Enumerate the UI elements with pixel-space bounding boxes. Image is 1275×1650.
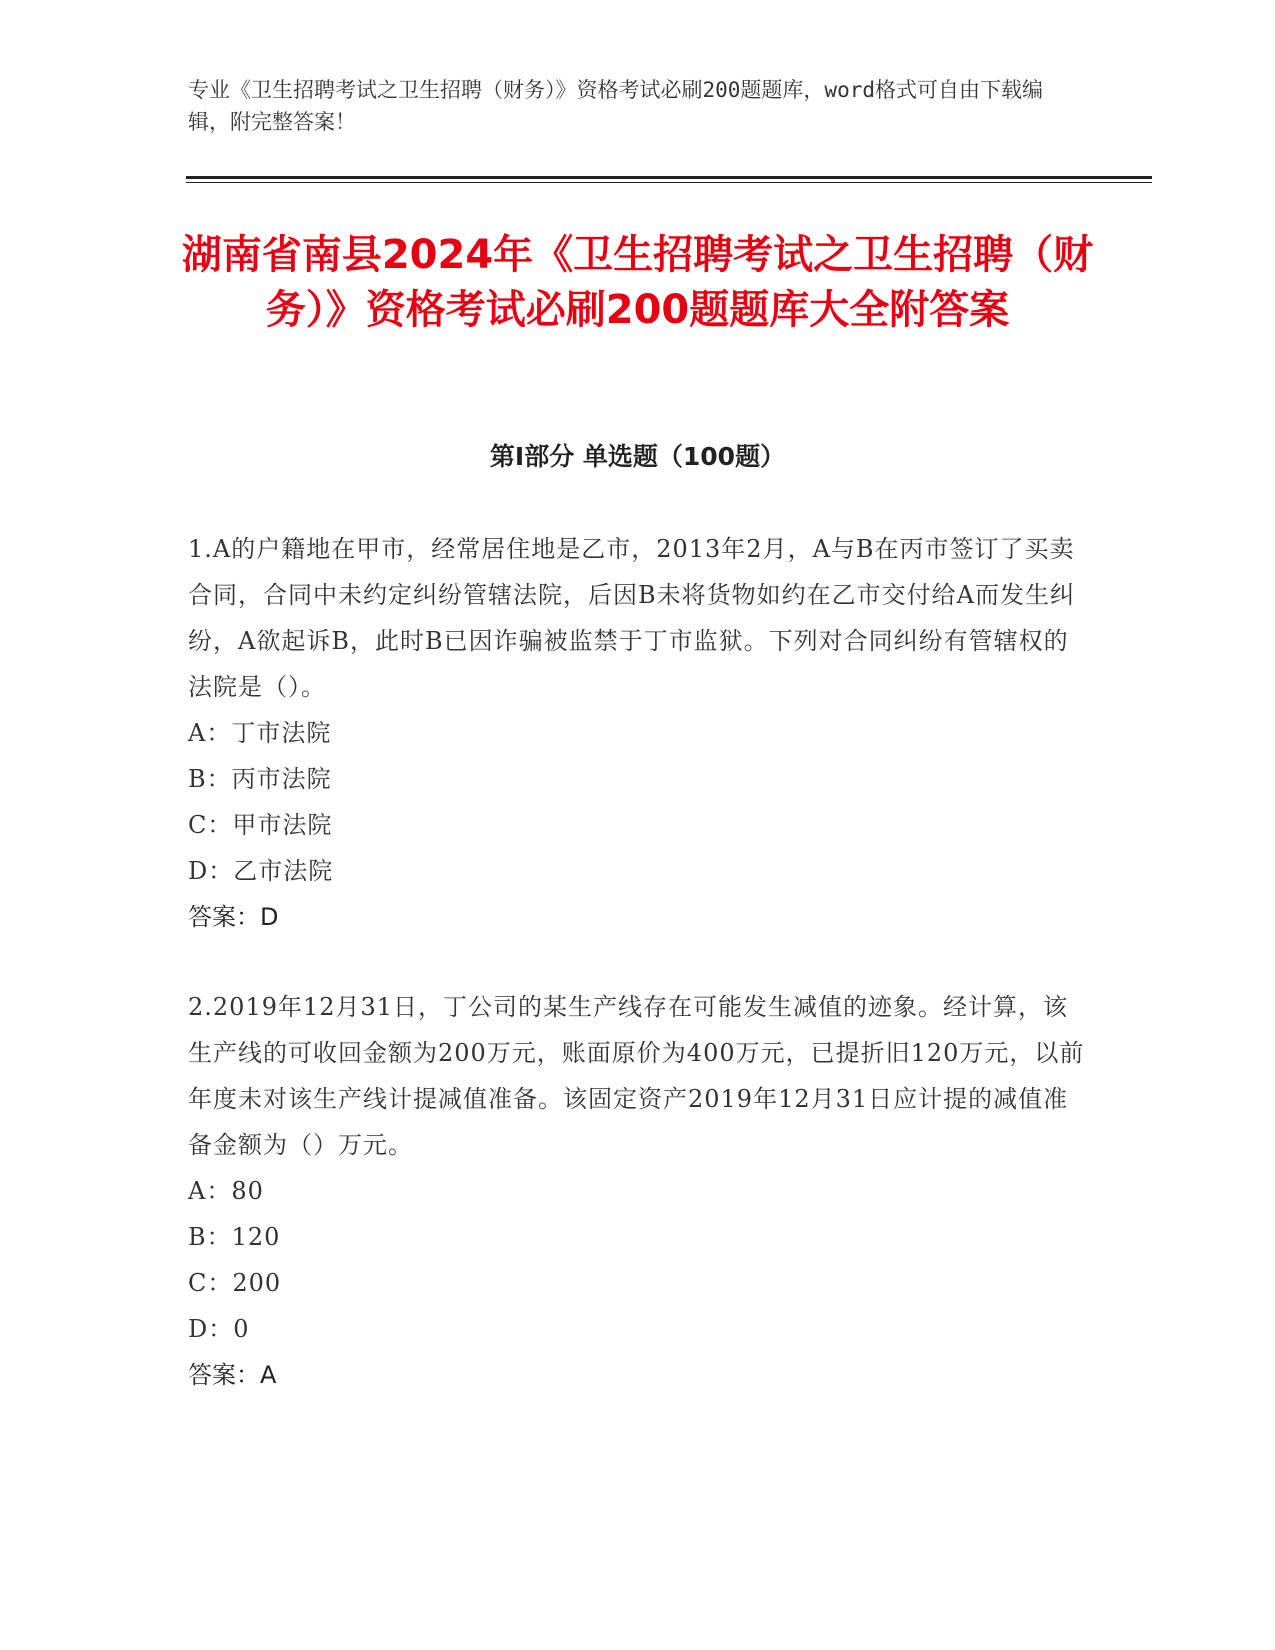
section-title: 第Ⅰ部分 单选题（100题） (489, 442, 786, 471)
option-c: C：200 (188, 1269, 282, 1297)
document-title: 湖南省南县2024年《卫生招聘考试之卫生招聘（财务）》资格考试必刷200题题库大全附答案 (181, 232, 1094, 333)
question-stem: 1.A的户籍地在甲市，经常居住地是乙市，2013年2月，A与B在丙市签订了买卖合同，合同中未约定纠纷管辖法院，后因B未将货物如约在乙市交付给A而发生纠纷，A欲起诉B，此时B已因诈骗被监禁于丁市监狱。下列对合同纠纷有管辖权的法院是（）。 (188, 535, 1075, 701)
header-divider-thin (186, 182, 1152, 183)
option-b: B：丙市法院 (188, 765, 332, 793)
question-2 (188, 984, 1088, 1398)
header-note: 专业《卫生招聘考试之卫生招聘（财务）》资格考试必刷200题题库，word格式可自由下载编辑，附完整答案！ (188, 78, 1043, 134)
question-1 (188, 526, 1088, 940)
option-d: D：乙市法院 (188, 857, 334, 885)
header-divider-thick (186, 176, 1152, 179)
question-stem: 2.2019年12月31日，丁公司的某生产线存在可能发生减值的迹象。经计算，该生产线的可收回金额为200万元，账面原价为400万元，已提折旧120万元，以前年度未对该生产线计提减值准备。该固定资产2019年12月31日应计提的减值准备金额为（）万元。 (188, 993, 1085, 1159)
option-c: C：甲市法院 (188, 811, 333, 839)
option-a: A：80 (188, 1177, 264, 1205)
answer: 答案：D (188, 903, 279, 931)
option-d: D：0 (188, 1315, 250, 1343)
option-b: B：120 (188, 1223, 281, 1251)
answer: 答案：A (188, 1361, 277, 1389)
option-a: A：丁市法院 (188, 719, 332, 747)
